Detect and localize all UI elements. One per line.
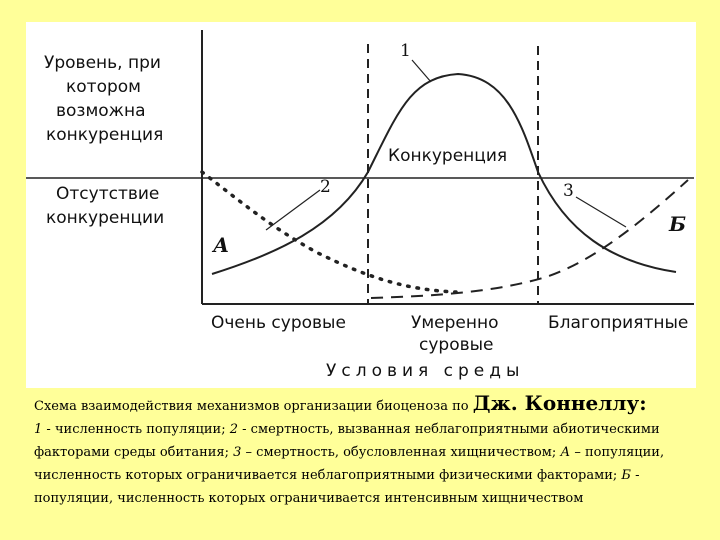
caption-intro: Схема взаимодействия механизмов организации биоценоза по xyxy=(34,399,473,414)
x-category-severe: Очень суровые xyxy=(211,313,346,333)
caption-key-b: Б xyxy=(621,468,631,483)
leader-2 xyxy=(266,190,320,230)
curve-number-2: 2 xyxy=(320,177,331,197)
caption-key-3: 3 xyxy=(233,445,242,460)
caption-author: Дж. Коннеллу: xyxy=(472,391,647,415)
population-label-b: Б xyxy=(669,212,687,236)
level-competition-line-4: конкуренция xyxy=(46,125,164,145)
curve-1-population xyxy=(212,74,676,274)
figure-caption xyxy=(34,392,704,510)
level-competition-line-2: котором xyxy=(66,77,141,97)
leader-1 xyxy=(412,60,431,82)
x-axis-title: Условия среды xyxy=(326,361,525,381)
caption-key-1: 1 xyxy=(34,422,43,437)
x-category-moderate-line-2: суровые xyxy=(419,335,494,355)
diagram-svg xyxy=(26,22,696,388)
caption-text-b: - популяции, численность которых ограничивается интенсивным хищничеством xyxy=(34,468,640,506)
caption-key-2: 2 xyxy=(229,422,239,437)
connell-diagram xyxy=(26,22,696,388)
caption-text-1: - численность популяции; xyxy=(42,422,230,437)
caption-key-a: А xyxy=(560,445,571,460)
curve-3-predation-mortality xyxy=(371,180,688,298)
caption-text-2: - смертность, вызванная неблагоприятными абиотическими факторами среды обитания; xyxy=(34,422,660,460)
curve-number-1: 1 xyxy=(400,41,411,61)
level-no-competition-line-2: конкуренции xyxy=(46,208,165,228)
region-label-competition: Конкуренция xyxy=(388,146,508,166)
caption-text-a: – популяции, численность которых ограничивается неблагоприятными физическими факторами; xyxy=(34,445,665,483)
level-competition-line-1: Уровень, при xyxy=(44,53,161,73)
level-no-competition-line-1: Отсутствие xyxy=(56,184,160,204)
caption-text-3: – смертность, обусловленная хищничеством; xyxy=(241,445,561,460)
x-category-moderate-line-1: Умеренно xyxy=(411,313,499,333)
leader-3 xyxy=(576,197,626,227)
curve-number-3: 3 xyxy=(563,181,574,201)
level-competition-line-3: возможна xyxy=(56,101,146,121)
x-category-favorable: Благоприятные xyxy=(548,313,689,333)
population-label-a: А xyxy=(213,233,230,257)
